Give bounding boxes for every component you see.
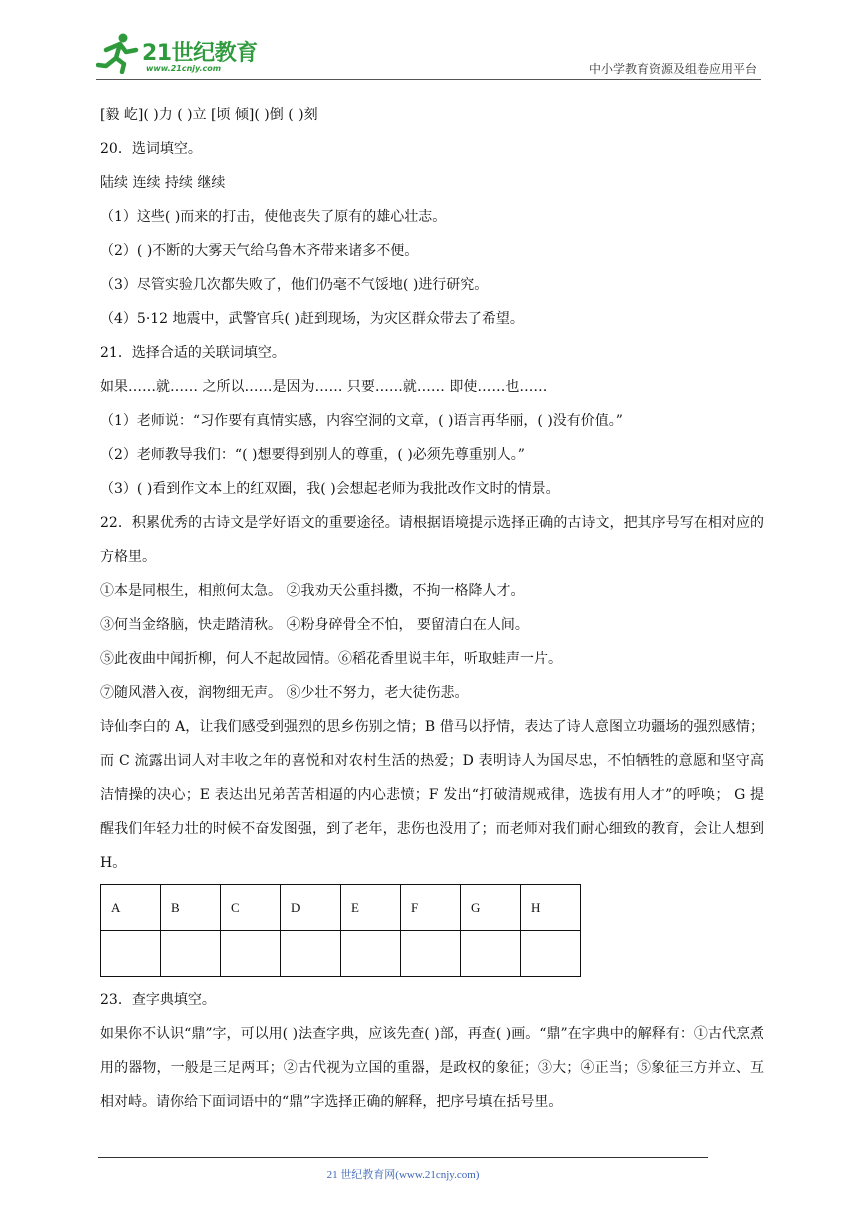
answer-header-c: C [221, 885, 281, 931]
answer-header-f: F [401, 885, 461, 931]
q23-passage: 如果你不认识“鼎”字，可以用( )法查字典，应该先查( )部，再查( )画。“鼎”在字典中的解释有：①古代烹煮用的器物，一般是三足两耳；②古代视为立国的重器，是政权的象征；③大；④正当；⑤象征三方并立、互相对峙。请你给下面词语中的“鼎”字选择正确的解释，把序号填在括号里。 [100, 1026, 764, 1110]
answer-cell-a[interactable] [101, 931, 161, 977]
answer-header-d: D [281, 885, 341, 931]
q22-option-line-2: ③何当金络脑，快走踏清秋。 ④粉身碎骨全不怕， 要留清白在人间。 [100, 617, 529, 633]
q21-title: 21．选择合适的关联词填空。 [100, 345, 286, 361]
logo-text: 21世纪教育 [142, 41, 258, 66]
platform-title: 中小学教育资源及组卷应用平台 [588, 62, 757, 76]
q22-option-line-1: ①本是同根生，相煎何太急。 ②我劝天公重抖擞，不拘一格降人才。 [100, 583, 525, 599]
answer-cell-b[interactable] [161, 931, 221, 977]
q20-word-bank: 陆续 连续 持续 继续 [100, 175, 226, 191]
q21-word-bank: 如果……就…… 之所以……是因为…… 只要……就…… 即使……也…… [100, 379, 548, 395]
header-divider [96, 79, 761, 80]
answer-header-h: H [521, 885, 581, 931]
q20-title: 20．选词填空。 [100, 141, 202, 157]
document-body [100, 98, 764, 1119]
logo [96, 30, 266, 76]
answer-table-blank-row [101, 931, 581, 977]
q23-title: 23．查字典填空。 [100, 992, 216, 1008]
logo-url: www.21cnjy.com [146, 64, 222, 73]
answer-cell-d[interactable] [281, 931, 341, 977]
answer-cell-f[interactable] [401, 931, 461, 977]
answer-cell-h[interactable] [521, 931, 581, 977]
answer-header-g: G [461, 885, 521, 931]
q19-line: [毅 屹]( )力 ( )立 [顷 倾]( )倒 ( )刻 [100, 107, 318, 123]
q22-intro: 22．积累优秀的古诗文是学好语文的重要途径。请根据语境提示选择正确的古诗文，把其序号写在相对应的方格里。 [100, 515, 764, 565]
answer-header-a: A [101, 885, 161, 931]
page-header [96, 30, 761, 80]
footer-divider [98, 1157, 708, 1158]
answer-table-header-row [101, 885, 581, 931]
q20-item-3: （3）尽管实验几次都失败了，他们仍毫不气馁地( )进行研究。 [100, 277, 489, 293]
footer-link[interactable]: 21 世纪教育网(www.21cnjy.com) [326, 1169, 480, 1181]
q20-item-2: （2）( )不断的大雾天气给乌鲁木齐带来诸多不便。 [100, 243, 419, 259]
q22-option-line-3: ⑤此夜曲中闻折柳，何人不起故园情。⑥稻花香里说丰年，听取蛙声一片。 [100, 651, 562, 667]
answer-header-b: B [161, 885, 221, 931]
q21-item-3: （3）( )看到作文本上的红双圈，我( )会想起老师为我批改作文时的情景。 [100, 481, 560, 497]
q20-item-1: （1）这些( )而来的打击，使他丧失了原有的雄心壮志。 [100, 209, 447, 225]
q21-item-1: （1）老师说：“习作要有真情实感，内容空洞的文章，( )语言再华丽，( )没有价值。” [100, 413, 623, 429]
q21-item-2: （2）老师教导我们：“( )想要得到别人的尊重，( )必须先尊重别人。” [100, 447, 525, 463]
answer-cell-c[interactable] [221, 931, 281, 977]
q22-option-line-4: ⑦随风潜入夜，润物细无声。 ⑧少壮不努力，老大徒伤悲。 [100, 685, 469, 701]
runner-logo-icon [96, 32, 142, 74]
answer-table [100, 884, 581, 977]
q22-passage: 诗仙李白的 A，让我们感受到强烈的思乡伤别之情；B 借马以抒情，表达了诗人意图立功疆场的强烈感情；而 C 流露出词人对丰收之年的喜悦和对农村生活的热爱；D 表明诗人为国尽忠，不怕牺牲的意愿和坚守高洁情操的决心；E 表达出兄弟苦苦相逼的内心悲愤；F 发出“打破清规戒律，选拔有用人才”的呼唤； G 提醒我们年轻力壮的时候不奋发图强，到了老年，悲伤也没用了；而老师对我们耐心细致的教育，会让人想到 H。 [100, 719, 764, 871]
answer-cell-e[interactable] [341, 931, 401, 977]
answer-header-e: E [341, 885, 401, 931]
answer-cell-g[interactable] [461, 931, 521, 977]
q20-item-4: （4）5·12 地震中，武警官兵( )赶到现场，为灾区群众带去了希望。 [100, 311, 524, 327]
